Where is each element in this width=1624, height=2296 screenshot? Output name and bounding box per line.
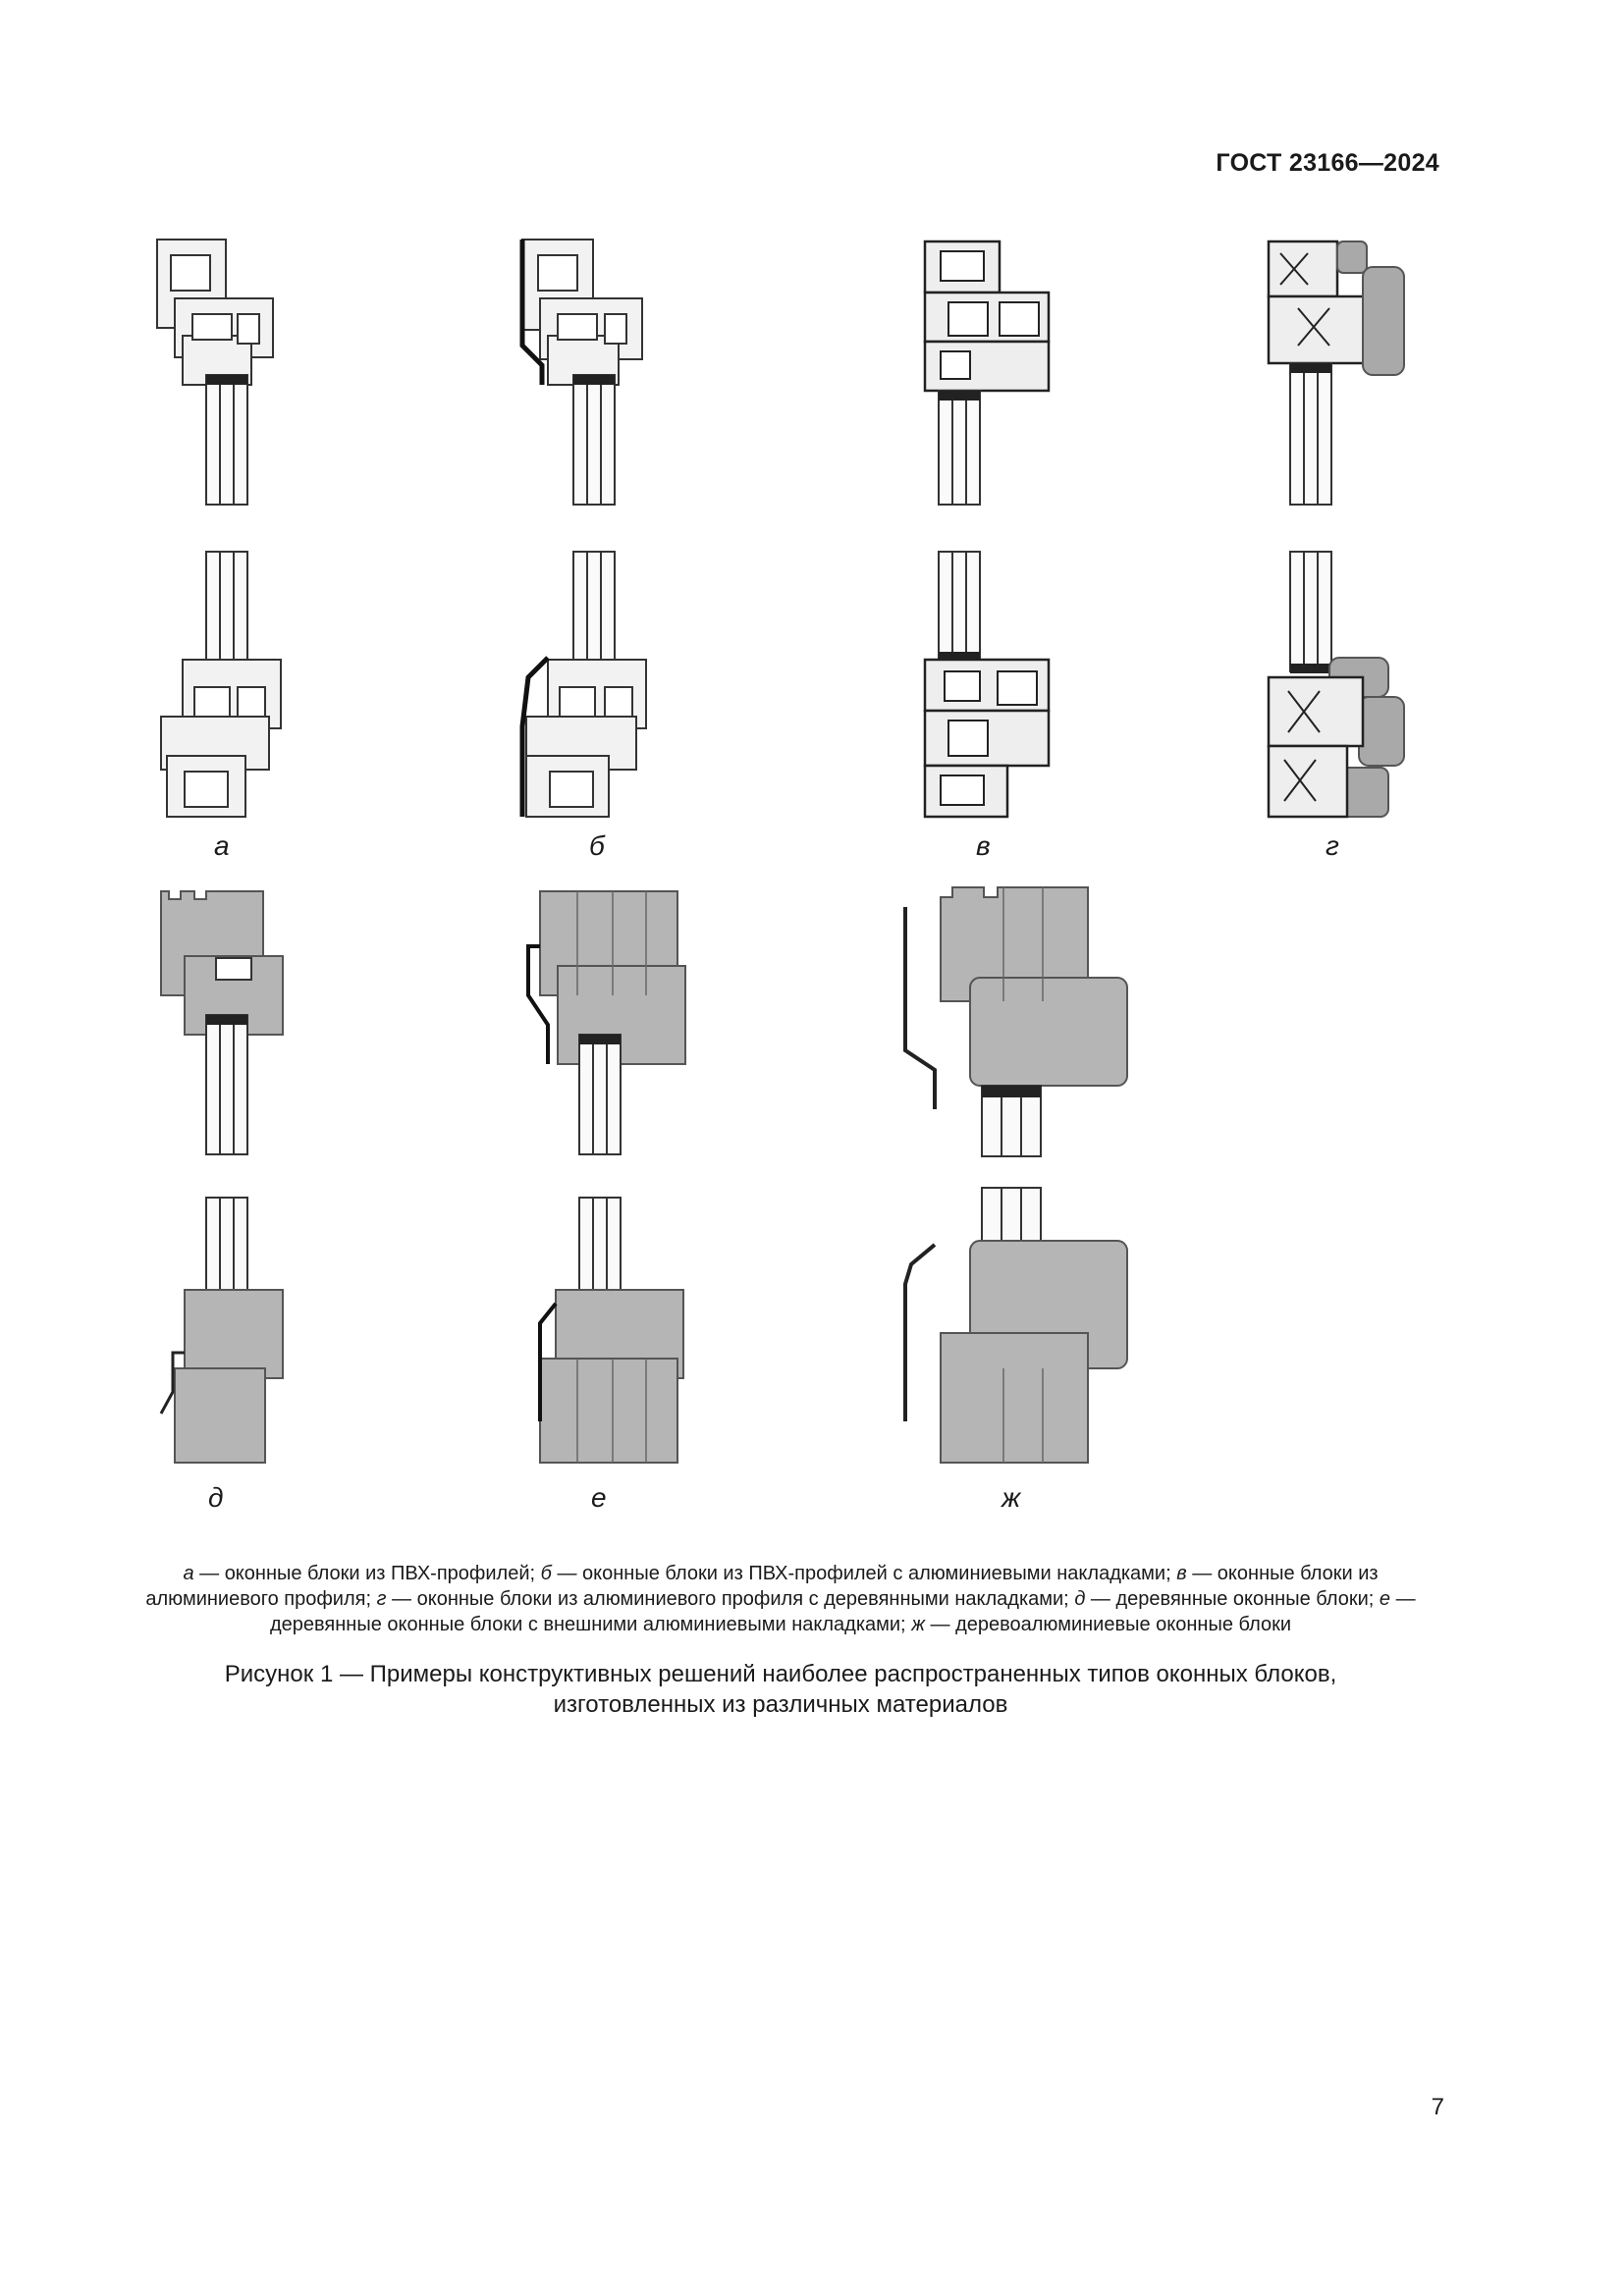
figure-d-top [155,887,293,1157]
figure-g-bottom [1265,550,1422,820]
legend-text-g: оконные блоки из алюминиевого профиля с деревянными накладками; [416,1588,1069,1610]
figure-b-bottom [518,550,656,820]
figure-d-bottom [155,1196,293,1466]
document-code: ГОСТ 23166—2024 [1216,149,1439,177]
figure-e-bottom [518,1196,695,1466]
legend-key-g: г [376,1588,387,1610]
figure-zh-bottom [895,1186,1131,1466]
panel-label-zh: ж [1001,1482,1021,1513]
figure-a-top [155,238,288,507]
panel-label-b: б [589,830,605,861]
panel-label-d: д [208,1482,224,1513]
legend-key-e: е [1379,1588,1391,1610]
figure-g-top [1265,238,1422,507]
figure-e-top [518,887,695,1157]
panel-label-g: г [1326,830,1339,861]
caption-line-1: Рисунок 1 — Примеры конструктивных решений наиболее распространенных типов оконных блоков, [224,1661,1337,1687]
legend-text-d: деревянные оконные блоки; [1115,1588,1375,1610]
legend-text-e: деревянные оконные блоки с внешними алюминиевыми накладками; [269,1614,906,1635]
legend-key-b: б [540,1563,552,1584]
page-number: 7 [1431,2094,1444,2120]
legend-key-a: а [183,1563,194,1584]
figure-zh-top [895,883,1131,1158]
legend-key-d: д [1074,1588,1086,1610]
figure-b-top [518,238,656,507]
legend-text-v: оконные блоки из алюминиевого профиля; [145,1563,1379,1610]
panel-label-a: а [214,830,230,861]
legend-key-zh: ж [911,1614,925,1635]
legend-text-zh: деревоалюминиевые оконные блоки [955,1614,1292,1635]
caption-line-2: изготовленных из различных материалов [553,1691,1008,1718]
figure-v-bottom [921,550,1058,820]
figure-a-bottom [155,550,288,820]
legend-text-a: оконные блоки из ПВХ-профилей; [224,1563,536,1584]
figure-v-top [921,238,1058,507]
figure-legend: а — оконные блоки из ПВХ-профилей; б — оконные блоки из ПВХ-профилей с алюминиевыми накладками; в — оконные блоки из алюминиевого профиля; г — оконные блоки из алюминиевого профиля с деревянными накладками; д — деревянные оконные блоки; е — деревянные оконные блоки с внешними алюминиевыми накладками; ж — деревоалюминиевые оконные блоки [145,1563,1416,1635]
legend-key-v: в [1176,1563,1187,1584]
legend-text-b: оконные блоки из ПВХ-профилей с алюминиевыми накладками; [582,1563,1171,1584]
panel-label-e: е [591,1482,607,1513]
figure-caption [116,1659,1445,1720]
panel-label-v: в [976,830,991,861]
